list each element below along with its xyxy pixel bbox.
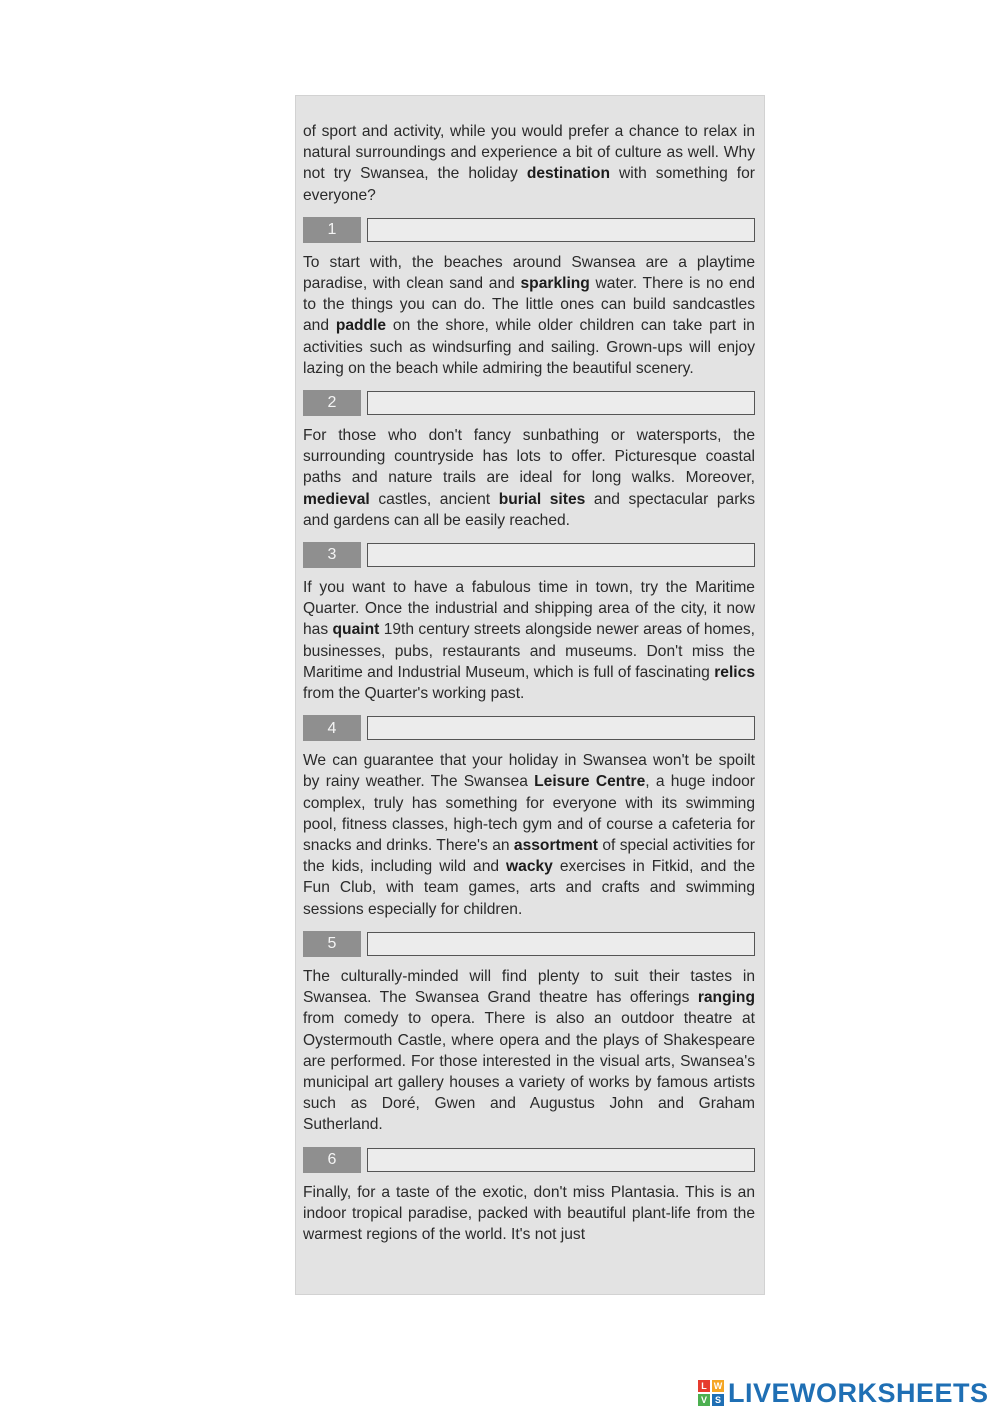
- heading-row-1: [303, 216, 755, 244]
- vocab-word: burial sites: [498, 490, 586, 508]
- vocab-word: Leisure Centre: [534, 773, 646, 791]
- heading-answer-box-4[interactable]: [367, 716, 755, 740]
- section-paragraph-1: [303, 252, 755, 379]
- liveworksheets-logo: [698, 1376, 989, 1410]
- paragraph-text: from the Quarter's working past.: [303, 685, 525, 703]
- vocab-word: wacky: [506, 858, 553, 876]
- section-number: 4: [303, 715, 361, 741]
- logo-tile: V: [698, 1394, 710, 1406]
- intro-text: with something for everyone?: [303, 165, 755, 204]
- paragraph-text: The culturally-minded will find plenty to suit their tastes in Swansea. The Swansea Grand theatre has offerings: [303, 967, 755, 1007]
- section-paragraph-6: [303, 1182, 755, 1246]
- vocab-word: paddle: [335, 317, 387, 335]
- paragraph-text: , a huge indoor complex, truly has something for everyone with its swimming pool, fitness classes, high-tech gym and of course a cafeteria for snacks and drinks. There's an: [303, 773, 755, 855]
- heading-row-3: [303, 541, 755, 569]
- paragraph-text: on the shore, while older children can take part in activities such as windsurfing and sailing. Grown-ups will enjoy lazing on the beach while admiring the beautiful scenery.: [303, 317, 755, 377]
- vocab-word: quaint: [332, 621, 380, 639]
- section-paragraph-3: [303, 577, 755, 704]
- paragraph-text: Finally, for a taste of the exotic, don't miss Plantasia. This is an indoor tropical paradise, packed with beautiful plant-life from the warmest regions of the world. It's not just: [303, 1183, 755, 1243]
- paragraph-text: 19th century streets alongside newer areas of homes, businesses, pubs, restaurants and museums. Don't miss the Maritime and Industrial Museum, which is full of fascinating: [303, 621, 755, 681]
- section-paragraph-5: [303, 966, 755, 1136]
- section-number: 6: [303, 1147, 361, 1173]
- section-number: 2: [303, 390, 361, 416]
- paragraph-text: from comedy to opera. There is also an outdoor theatre at Oystermouth Castle, where opera and the plays of Shakespeare are performed. For those interested in the visual arts, Swansea's municipal art gallery houses a variety of works by famous artists such as Doré, Gwen and Augustus John and Graham Sutherland.: [303, 1010, 755, 1134]
- heading-answer-box-1[interactable]: [367, 218, 755, 242]
- heading-answer-box-2[interactable]: [367, 391, 755, 415]
- section-paragraph-2: [303, 425, 755, 531]
- intro-paragraph: [303, 121, 755, 206]
- vocab-word: sparkling: [520, 275, 590, 293]
- logo-tile: W: [713, 1381, 723, 1391]
- heading-answer-box-3[interactable]: [367, 543, 755, 567]
- scanned-page: [295, 95, 765, 1295]
- paragraph-text: and spectacular parks and gardens can all be easily reached.: [303, 490, 755, 529]
- heading-row-4: [303, 714, 755, 742]
- vocab-word: assortment: [513, 837, 598, 855]
- text-column: [303, 121, 755, 1245]
- vocab-word: relics: [714, 663, 755, 681]
- paragraph-text: of special activities for the kids, including wild and: [303, 837, 755, 876]
- paragraph-text: water. There is no end to the things you can do. The little ones can build sandcastles and: [303, 275, 756, 335]
- logo-tile: L: [698, 1380, 710, 1392]
- vocab-word: destination: [526, 165, 610, 183]
- paragraph-text: For those who don't fancy sunbathing or watersports, the surrounding countryside has lots to offer. Picturesque coastal paths and nature trails are ideal for long walks. Moreover,: [303, 427, 755, 487]
- section-number: 3: [303, 542, 361, 568]
- vocab-word: ranging: [697, 989, 755, 1007]
- heading-answer-box-5[interactable]: [367, 932, 755, 956]
- heading-row-2: [303, 389, 755, 417]
- paragraph-text: If you want to have a fabulous time in town, try the Maritime Quarter. Once the industrial and shipping area of the city, it now has: [303, 579, 755, 639]
- paragraph-text: castles, ancient: [369, 490, 499, 508]
- heading-answer-box-6[interactable]: [367, 1148, 755, 1172]
- intro-text: of sport and activity, while you would prefer a chance to relax in natural surroundings and experience a bit of culture as well. Why not try Swansea, the holiday: [303, 123, 755, 183]
- logo-wordmark: LIVEWORKSHEETS: [728, 1377, 989, 1408]
- section-number: 5: [303, 931, 361, 957]
- logo-tile: S: [712, 1394, 724, 1406]
- paragraph-text: We can guarantee that your holiday in Swansea won't be spoilt by rainy weather. The Swansea: [303, 752, 755, 791]
- section-paragraph-4: [303, 750, 755, 920]
- vocab-word: medieval: [303, 490, 370, 508]
- paragraph-text: exercises in Fitkid, and the Fun Club, with team games, arts and crafts and swimming sessions especially for children.: [303, 858, 755, 918]
- section-number: 1: [303, 217, 361, 243]
- heading-row-5: [303, 930, 755, 958]
- heading-row-6: [303, 1146, 755, 1174]
- logo-icon: [698, 1380, 724, 1406]
- paragraph-text: To start with, the beaches around Swansea are a playtime paradise, with clean sand and: [303, 253, 755, 293]
